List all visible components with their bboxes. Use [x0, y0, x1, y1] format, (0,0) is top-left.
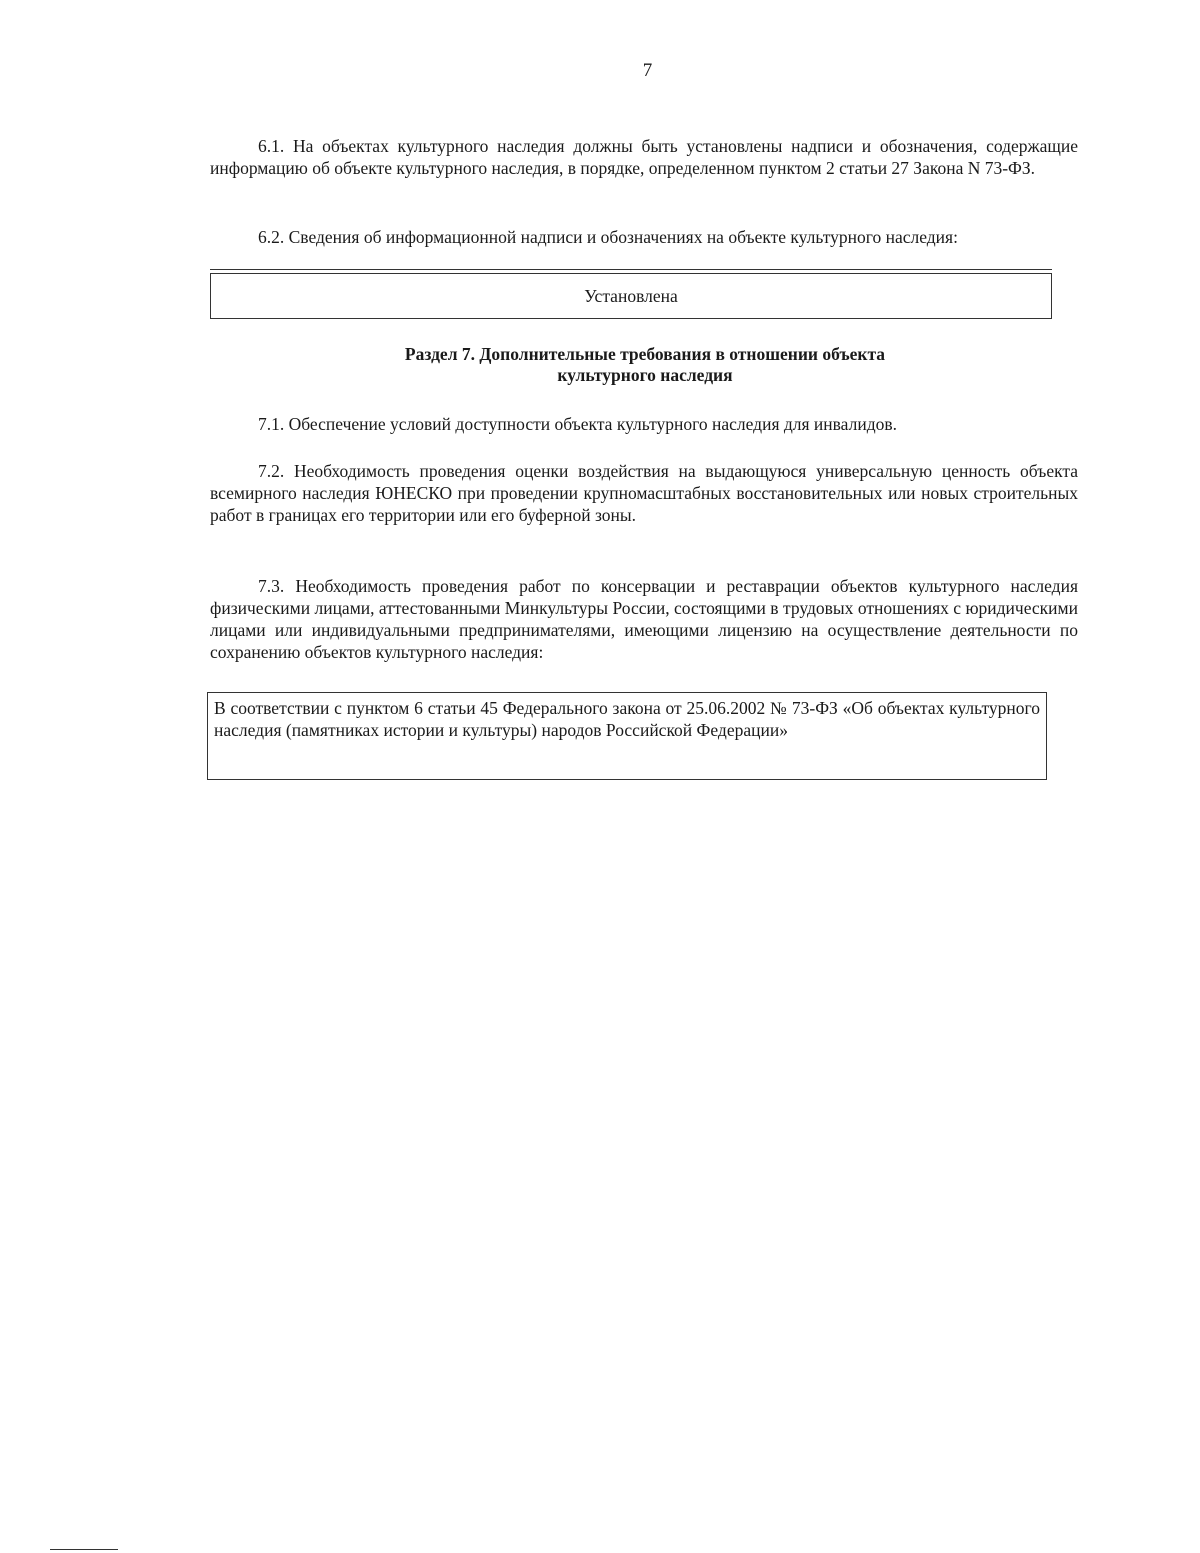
paragraph-6-1: 6.1. На объектах культурного наследия должны быть установлены надписи и обозначения, содержащие информацию об объекте культурного наследия, в порядке, определенном пунктом 2 статьи 27 Закона N 73-ФЗ. [210, 136, 1078, 178]
paragraph-7-2: 7.2. Необходимость проведения оценки воздействия на выдающуюся универсальную ценность объекта всемирного наследия ЮНЕСКО при проведении крупномасштабных восстановительных или новых строительных работ в границах его территории или его буферной зоны. [210, 461, 1078, 525]
section-7-title [0, 344, 1200, 386]
inscription-status-box [210, 273, 1052, 319]
legal-reference-text: В соответствии с пунктом 6 статьи 45 Федерального закона от 25.06.2002 № 73-ФЗ «Об объектах культурного наследия (памятниках истории и культуры) народов Российской Федерации» [214, 698, 1040, 740]
page-number: 7 [642, 60, 653, 81]
section-7-title-line-1: Раздел 7. Дополнительные требования в отношении объекта [404, 344, 886, 364]
paragraph-7-1: 7.1. Обеспечение условий доступности объекта культурного наследия для инвалидов. [258, 414, 897, 434]
paragraph-7-3: 7.3. Необходимость проведения работ по консервации и реставрации объектов культурного наследия физическими лицами, аттестованными Минкультуры России, состоящими в трудовых отношениях с юридическими лицами или индивидуальными предпринимателями, имеющими лицензию на осуществление деятельности по сохранению объектов культурного наследия: [210, 576, 1078, 662]
legal-reference-box [207, 692, 1047, 780]
inscription-status-value: Установлена [584, 285, 678, 306]
paragraph-6-2: 6.2. Сведения об информационной надписи и обозначениях на объекте культурного наследия: [258, 227, 958, 247]
scan-edge-line [50, 1549, 118, 1550]
section-7-title-line-2: культурного наследия [557, 365, 733, 385]
